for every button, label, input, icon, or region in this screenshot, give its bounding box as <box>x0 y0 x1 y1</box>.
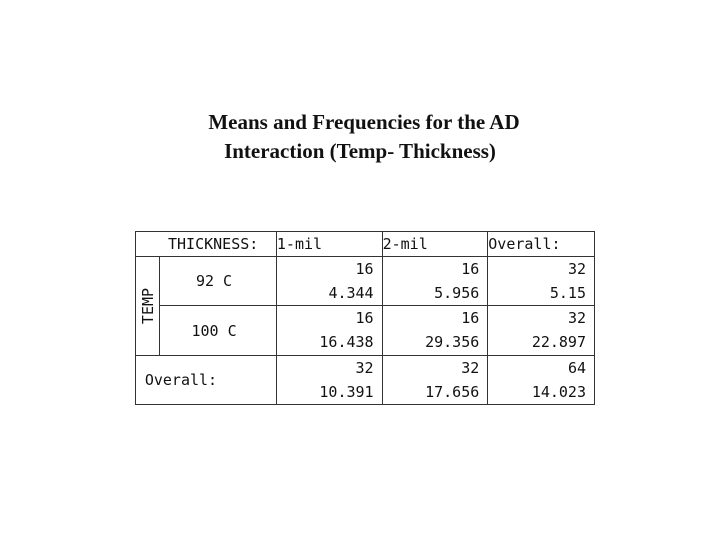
table-cell <box>276 257 382 306</box>
cell-mean: 22.897 <box>531 333 586 352</box>
title-line-1: Means and Frequencies for the AD <box>208 110 520 134</box>
cell-count: 32 <box>567 309 586 328</box>
cell-count: 16 <box>355 260 374 279</box>
column-header-1mil: 1-mil <box>276 232 382 257</box>
column-header-2mil: 2-mil <box>382 232 488 257</box>
cell-mean: 4.344 <box>328 284 374 303</box>
header-row <box>136 232 595 257</box>
table-row-overall <box>136 355 595 404</box>
cell-count: 16 <box>355 309 374 328</box>
row-label-92c: 92 C <box>160 257 277 306</box>
cell-mean: 14.023 <box>531 382 586 401</box>
cell-count: 32 <box>567 260 586 279</box>
cell-mean: 5.15 <box>549 284 586 303</box>
table-row <box>136 257 595 306</box>
temp-factor-label <box>136 257 160 356</box>
cell-mean: 29.356 <box>425 333 480 352</box>
row-label-overall: Overall: <box>136 355 277 404</box>
cell-count: 16 <box>461 309 480 328</box>
cell-count: 32 <box>355 358 374 377</box>
cell-mean: 10.391 <box>319 382 374 401</box>
cell-mean: 5.956 <box>434 284 480 303</box>
cell-count: 64 <box>567 358 586 377</box>
row-label-100c: 100 C <box>160 306 277 355</box>
table-title <box>0 108 720 166</box>
table-cell <box>488 306 595 355</box>
cell-count: 32 <box>461 358 480 377</box>
thickness-factor-label: THICKNESS: <box>136 232 277 257</box>
cell-mean: 16.438 <box>319 333 374 352</box>
title-line-2: Interaction (Temp- Thickness) <box>224 139 496 163</box>
cell-count: 16 <box>461 260 480 279</box>
table-cell <box>488 355 595 404</box>
table-row <box>136 306 595 355</box>
column-header-overall: Overall: <box>488 232 595 257</box>
table-cell <box>276 306 382 355</box>
temp-factor-text: TEMP <box>138 287 157 324</box>
table-cell <box>276 355 382 404</box>
cell-mean: 17.656 <box>425 382 480 401</box>
table-cell <box>382 257 488 306</box>
means-frequencies-table <box>135 231 595 405</box>
table-cell <box>382 306 488 355</box>
table-cell <box>488 257 595 306</box>
table-cell <box>382 355 488 404</box>
